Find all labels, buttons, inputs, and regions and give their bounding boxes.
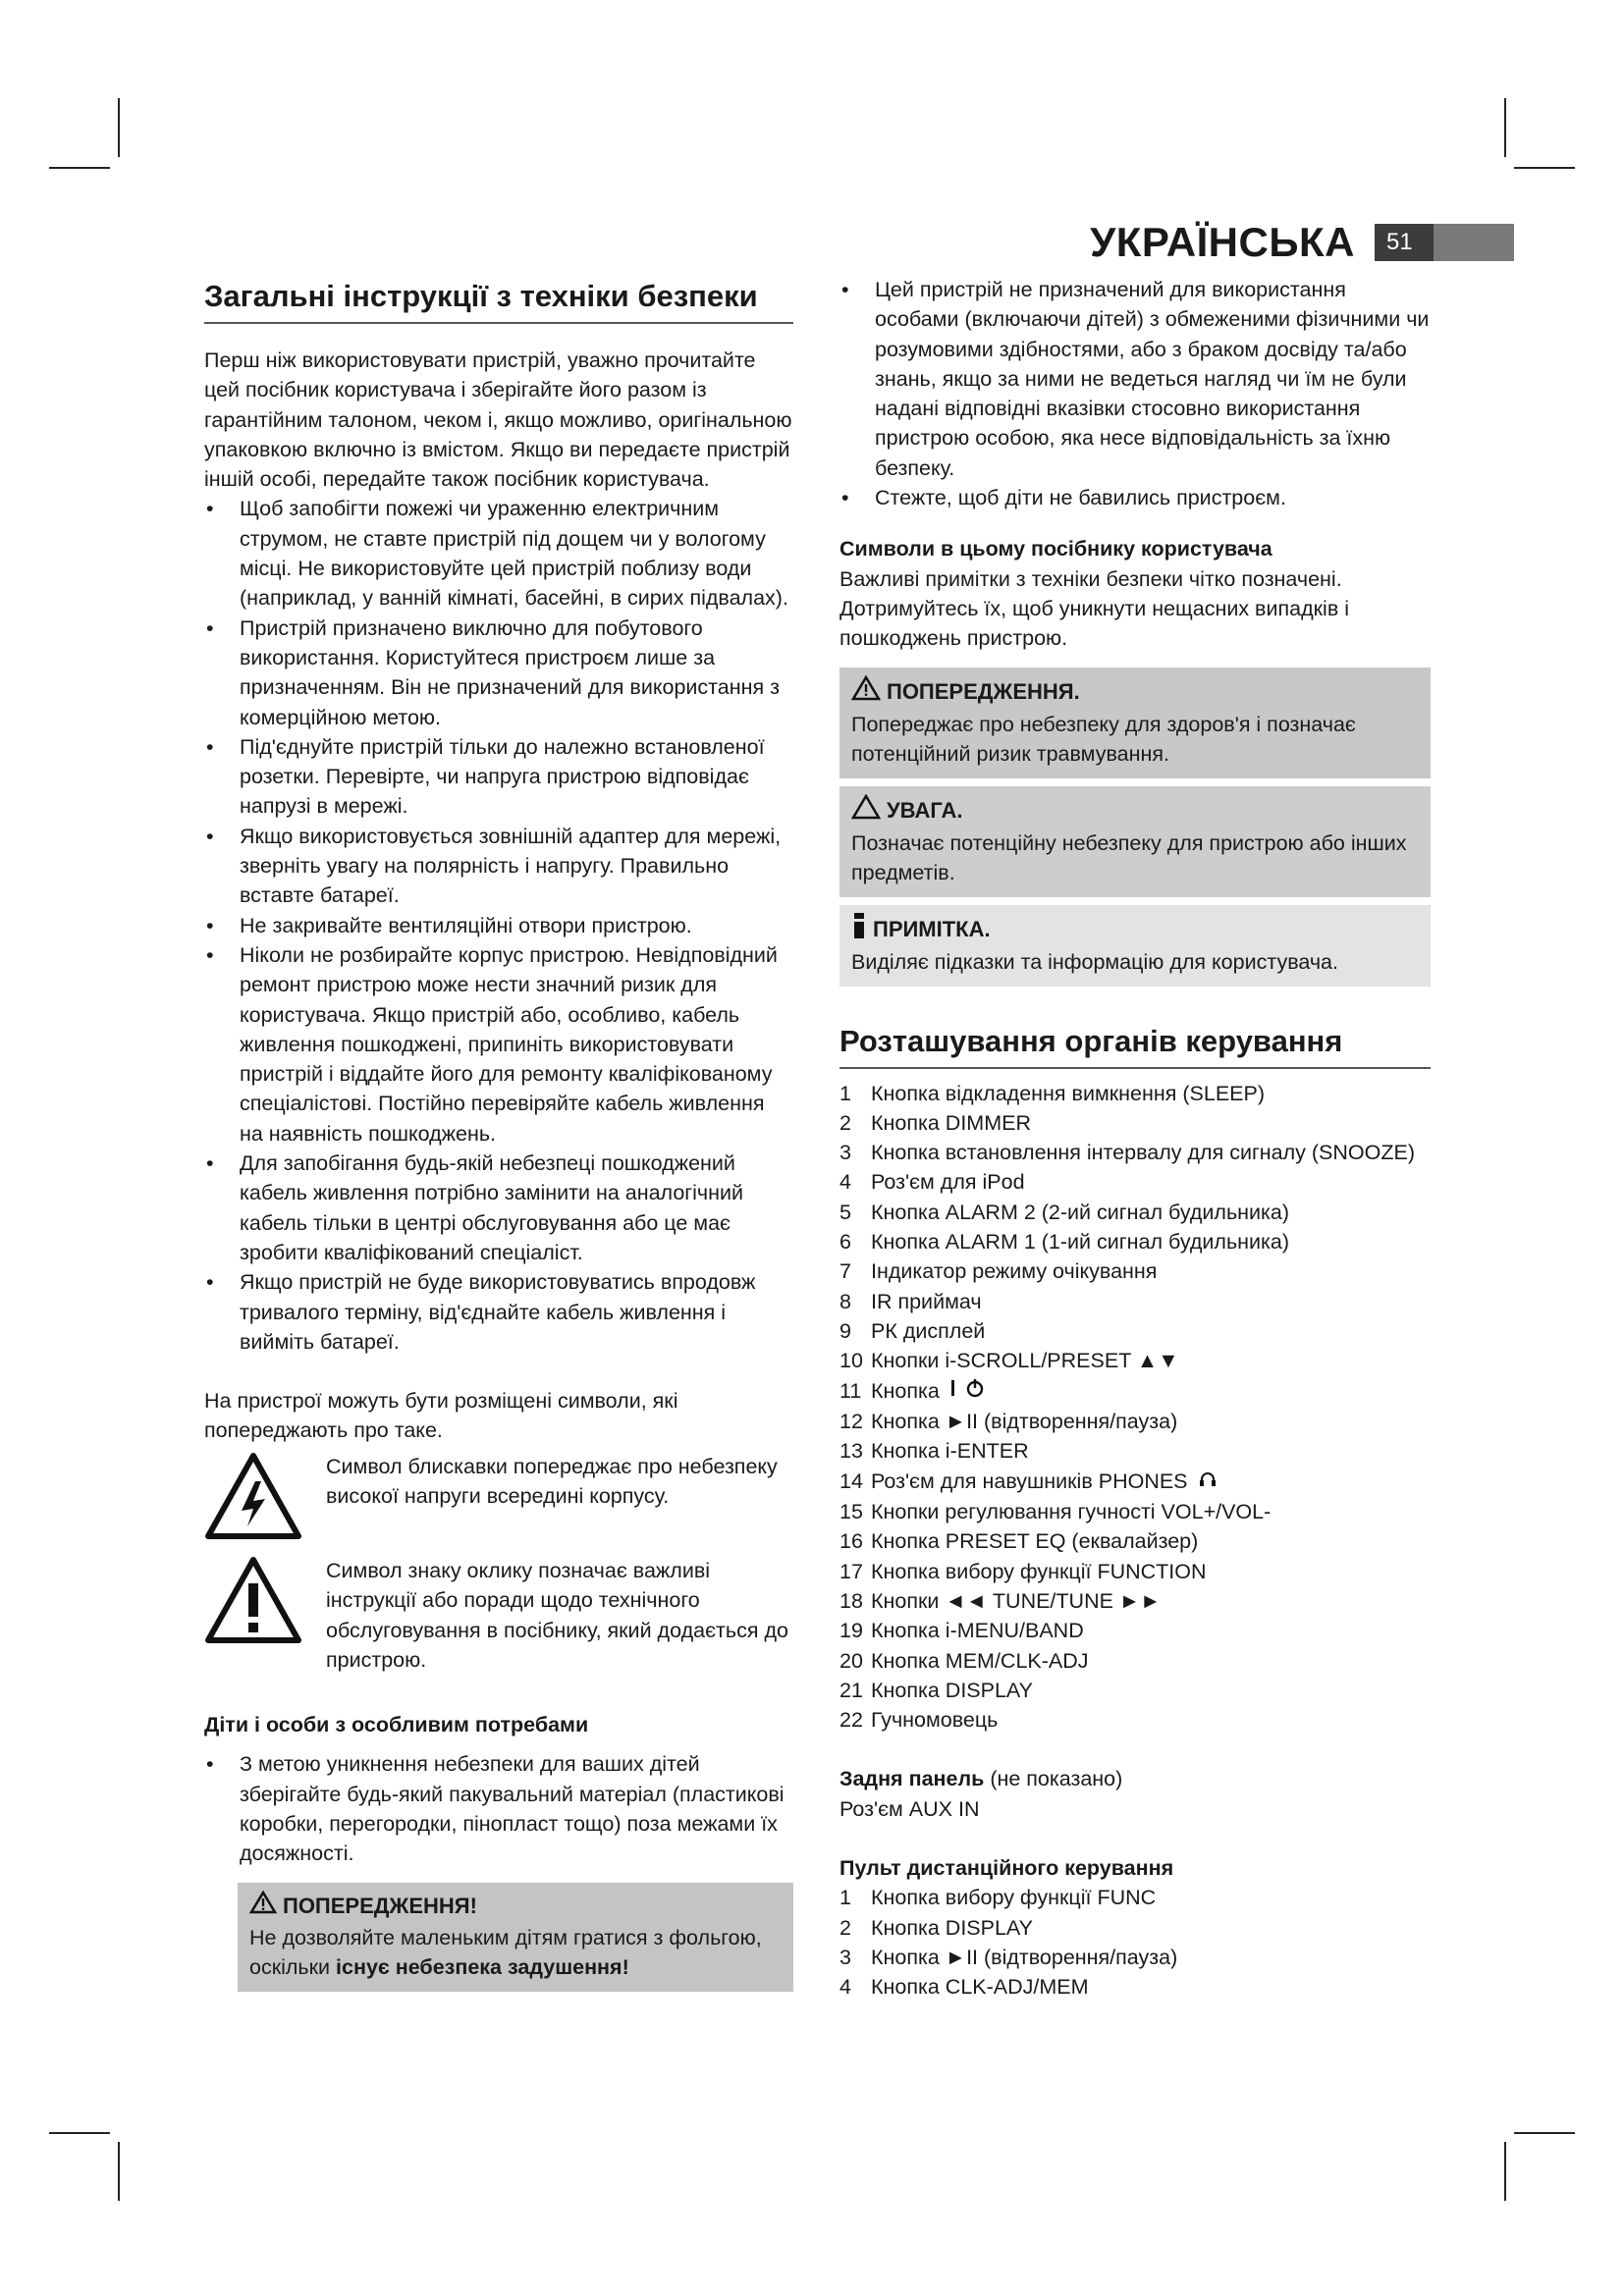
warning-box-title: ПОПЕРЕДЖЕННЯ. xyxy=(887,679,1080,705)
caution-box-text: Позначає потенційну небезпеку для пристрою або інших предметів. xyxy=(851,830,1407,884)
caution-box xyxy=(839,786,1431,897)
list-item: • Стежте, щоб діти не бавились пристроєм. xyxy=(839,483,1431,512)
list-item: 4 Роз'єм для iPod xyxy=(839,1170,1025,1195)
crop-mark xyxy=(118,2142,120,2201)
list-item: • Ніколи не розбирайте корпус пристрою. Невідповідний ремонт пристрою може нести значний ризик для користувача. Якщо пристрій або, особливо, кабель живлення пошкоджені, припиніть використовувати пристрій і віддайте його для ремонту кваліфікованому спеціалістові. Постійно перевіряйте кабель живлення на наявність пошкоджень. xyxy=(204,940,793,1148)
list-item: • Під'єднуйте пристрій тільки до належно встановленої розетки. Перевірте, чи напруга пристрою відповідає напрузі в мережі. xyxy=(204,732,793,822)
list-item: 22 Гучномовець xyxy=(839,1708,999,1733)
exclamation-symbol-text: Символ знаку оклику позначає важливі інструкції або поради щодо технічного обслуговування в посібнику, який додається до пристрою. xyxy=(326,1558,788,1672)
crop-mark xyxy=(1514,167,1575,169)
list-item: 16 Кнопка PRESET EQ (еквалайзер) xyxy=(839,1529,1199,1554)
warning-icon xyxy=(851,675,881,710)
list-item: 15 Кнопки регулювання гучності VOL+/VOL- xyxy=(839,1500,1272,1524)
list-item: 20 Кнопка MEM/CLK-ADJ xyxy=(839,1648,1089,1673)
note-box xyxy=(839,905,1431,987)
list-item: 12 Кнопка ►II (відтворення/пауза) xyxy=(839,1410,1178,1433)
controls-title: Розташування органів керування xyxy=(839,1020,1431,1069)
crop-mark xyxy=(49,167,110,169)
note-box-title: ПРИМІТКА. xyxy=(873,917,991,942)
left-column xyxy=(204,275,793,1992)
list-item: 2 Кнопка DISPLAY xyxy=(839,1915,1034,1940)
list-item: 6 Кнопка ALARM 1 (1-ий сигнал будильника) xyxy=(839,1230,1290,1255)
list-item: • Цей пристрій не призначений для використання особами (включаючи дітей) з обмеженими фізичними чи розумовими здібностями, або з браком досвіду та/або знань, якщо за ними не ведеться нагляд чи їм не були надані відповідні вказівки стосовно використання пристрою особою, яка несе відповідальність за їхню безпеку. xyxy=(839,275,1431,483)
list-item: 8 IR приймач xyxy=(839,1289,982,1313)
rear-panel-title: Задня панель xyxy=(839,1767,985,1791)
rear-panel-note: (не показано) xyxy=(984,1767,1123,1791)
list-item: • Щоб запобігти пожежі чи ураженню електричним струмом, не ставте пристрій під дощем чи у вологому місці. Не використовуйте цей пристрій поблизу води (наприклад, у ванній кімнаті, басейні, в сирих підвалах). xyxy=(204,494,793,613)
list-item: 4 Кнопка CLK-ADJ/MEM xyxy=(839,1975,1089,2000)
list-item: 3 Кнопка встановлення інтервалу для сигналу (SNOOZE) xyxy=(839,1141,1415,1165)
list-item: 10 Кнопки i-SCROLL/PRESET ▲▼ xyxy=(839,1349,1179,1373)
children-title: Діти і особи з особливим потребами xyxy=(204,1713,589,1737)
right-column xyxy=(839,275,1431,2002)
warning-box xyxy=(839,667,1431,778)
list-item: 2 Кнопка DIMMER xyxy=(839,1110,1031,1135)
warning-icon xyxy=(249,1891,277,1923)
symbols-title: Символи в цьому посібнику користувача xyxy=(839,537,1272,561)
info-icon xyxy=(851,913,867,947)
crop-mark xyxy=(118,98,120,157)
list-item: 1 Кнопка відкладення вимкнення (SLEEP) xyxy=(839,1081,1265,1105)
crop-mark xyxy=(1504,98,1506,157)
exclamation-warning-icon xyxy=(204,1556,312,1652)
list-item: 9 РК дисплей xyxy=(839,1318,986,1343)
list-item: • Пристрій призначено виключно для побутового використання. Користуйтеся пристроєм лише за призначенням. Він не призначений для використання з комерційною метою. xyxy=(204,614,793,732)
list-item: • Для запобігання будь-якій небезпеці пошкоджений кабель живлення потрібно замінити на аналогічний кабель тільки в центрі обслуговування або це має зробити кваліфікований спеціаліст. xyxy=(204,1148,793,1267)
remote-title: Пульт дистанційного керування xyxy=(839,1856,1174,1881)
list-item: 3 Кнопка ►II (відтворення/пауза) xyxy=(839,1945,1178,1969)
children-bullets xyxy=(204,1749,793,1868)
crop-mark xyxy=(1504,2142,1506,2201)
safety-title: Загальні інструкції з техніки безпеки xyxy=(204,275,793,324)
warning-text: Не дозволяйте маленьким дітям гратися з фольгою, оскільки xyxy=(249,1925,762,1979)
note-box-text: Виділяє підказки та інформацію для користувача. xyxy=(851,949,1338,974)
caution-icon xyxy=(851,794,881,828)
list-item: 17 Кнопка вибору функції FUNCTION xyxy=(839,1559,1207,1583)
symbols-text: Важливі примітки з техніки безпеки чітко позначені. Дотримуйтесь їх, щоб уникнути нещасних випадків і пошкоджень пристрою. xyxy=(839,566,1349,651)
rear-panel-item: Роз'єм AUX IN xyxy=(839,1796,980,1821)
list-item: 14 Роз'єм для навушників PHONES xyxy=(839,1467,1431,1497)
controls-list xyxy=(839,1079,1431,1735)
list-item: • Не закривайте вентиляційні отвори пристрою. xyxy=(204,911,793,940)
list-item: 19 Кнопка i-MENU/BAND xyxy=(839,1619,1084,1643)
remote-list xyxy=(839,1883,1431,2002)
language-header: УКРАЇНСЬКА xyxy=(1090,219,1355,265)
list-item: 5 Кнопка ALARM 2 (2-ий сигнал будильника) xyxy=(839,1200,1290,1224)
page-number: 51 xyxy=(1375,224,1434,261)
list-item: • Якщо використовується зовнішній адаптер для мережі, зверніть увагу на полярність і напругу. Правильно вставте батареї. xyxy=(204,822,793,911)
exclamation-symbol-row xyxy=(204,1556,793,1675)
safety-intro: Перш ніж використовувати пристрій, уважно прочитайте цей посібник користувача і зберігайте його разом із гарантійним талоном, чеком і, якщо можливо, оригінальною упаковкою включно із вмістом. Якщо ви передаєте пристрій іншій особі, передайте також посібник користувача. xyxy=(204,348,792,492)
list-item: 13 Кнопка i-ENTER xyxy=(839,1439,1029,1464)
list-item: 21 Кнопка DISPLAY xyxy=(839,1678,1034,1702)
rear-panel xyxy=(839,1764,1431,1793)
warning-box-text: Попереджає про небезпеку для здоров'я і позначає потенційний ризик травмування. xyxy=(851,712,1356,766)
lightning-warning-icon xyxy=(204,1452,312,1548)
page-number-bar xyxy=(1434,224,1514,261)
lightning-symbol-row xyxy=(204,1452,793,1548)
headphones-icon xyxy=(1198,1468,1218,1497)
caution-box-title: УВАГА. xyxy=(887,798,963,824)
list-item: 1 Кнопка вибору функції FUNC xyxy=(839,1886,1157,1910)
symbols-intro: На пристрої можуть бути розміщені символи, які попереджають про таке. xyxy=(204,1389,678,1443)
safety-bullets xyxy=(204,494,793,1357)
power-icon xyxy=(949,1377,989,1407)
list-item: 18 Кнопки ◄◄ TUNE/TUNE ►► xyxy=(839,1588,1162,1613)
list-item: 7 Індикатор режиму очікування xyxy=(839,1259,1158,1284)
children-warning-box xyxy=(238,1883,793,1992)
crop-mark xyxy=(1514,2132,1575,2134)
list-item: • Якщо пристрій не буде використовуватись впродовж тривалого терміну, від'єднайте кабель живлення і вийміть батареї. xyxy=(204,1267,793,1357)
lightning-symbol-text: Символ блискавки попереджає про небезпеку високої напруги всередині корпусу. xyxy=(326,1454,778,1508)
list-item: • З метою уникнення небезпеки для ваших дітей зберігайте будь-який пакувальний матеріал (пластикові коробки, перегородки, пінопласт тощо) поза межами їх досяжності. xyxy=(204,1749,793,1868)
warning-title: ПОПЕРЕДЖЕННЯ! xyxy=(283,1894,477,1919)
list-item: 11 Кнопка xyxy=(839,1376,1431,1407)
crop-mark xyxy=(49,2132,110,2134)
warning-text-bold: існує небезпека задушення! xyxy=(336,1954,629,1979)
right-bullets xyxy=(839,275,1431,512)
